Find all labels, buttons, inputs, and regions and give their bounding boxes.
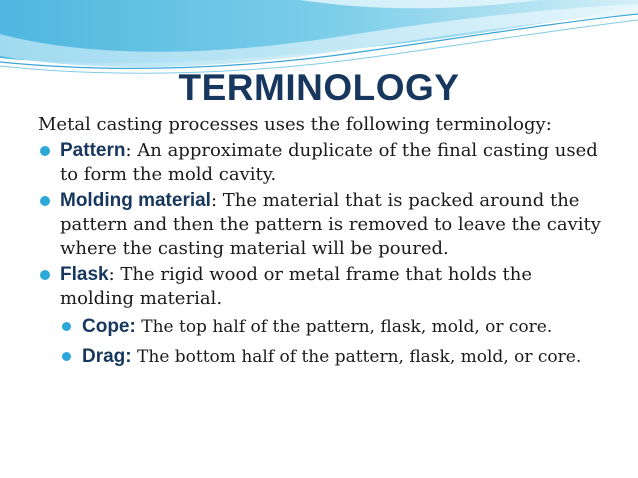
slide-title: TERMINOLOGY: [178, 67, 460, 108]
bullet-dot-icon: [62, 322, 71, 331]
bullet-dot-icon: [62, 352, 71, 361]
term-description: : The rigid wood or metal frame that holds the molding material.: [60, 264, 532, 309]
bullet-pattern: [38, 139, 608, 187]
term-label: Flask: [60, 264, 109, 285]
bullet-dot-icon: [40, 270, 50, 280]
term-description: : The material that is packed around the pattern and then the pattern is removed to leave the cavity where the casting material will be poured.: [60, 190, 601, 259]
bullet-dot-icon: [40, 146, 50, 156]
term-description: : An approximate duplicate of the final casting used to form the mold cavity.: [60, 140, 598, 185]
term-description: The bottom half of the pattern, flask, mold, or core.: [131, 347, 582, 367]
bullet-molding-material: [38, 189, 608, 261]
slide-body: [38, 113, 608, 375]
term-label: Drag:: [82, 346, 132, 367]
term-label: Molding material: [60, 190, 211, 211]
term-label: Pattern: [60, 140, 126, 161]
intro-text: Metal casting processes uses the following terminology:: [38, 114, 552, 135]
bullet-flask: [38, 263, 608, 311]
sub-bullet-drag: [60, 345, 608, 369]
term-description: The top half of the pattern, flask, mold, or core.: [135, 317, 553, 337]
term-label: Cope:: [82, 316, 136, 337]
bullet-dot-icon: [40, 196, 50, 206]
sub-bullet-cope: [60, 315, 608, 339]
